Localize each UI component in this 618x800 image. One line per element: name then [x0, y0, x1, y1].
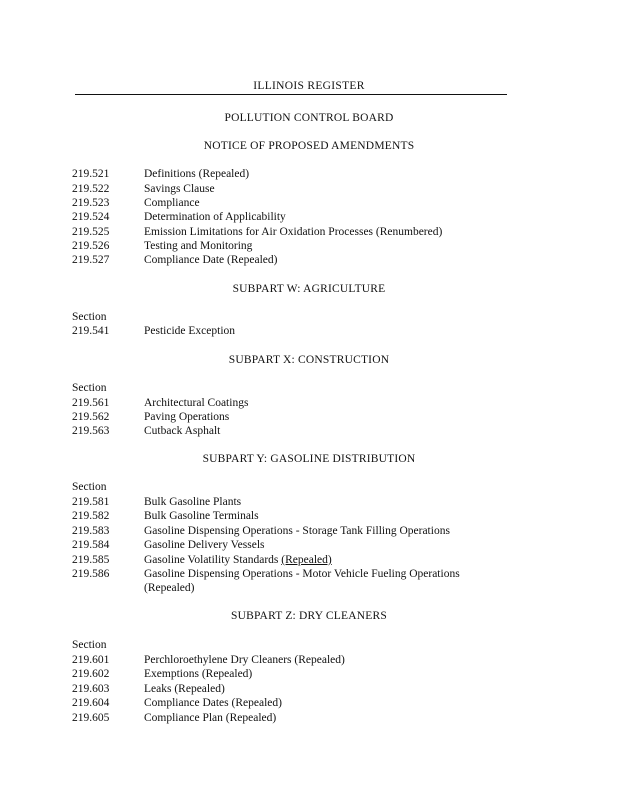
- section-number: 219.604: [72, 697, 110, 709]
- list-item: [72, 167, 532, 182]
- list-item: [72, 196, 532, 211]
- list-item: [72, 324, 532, 339]
- section-number: 219.583: [72, 525, 110, 537]
- section-number: 219.525: [72, 226, 110, 238]
- list-item: [72, 239, 532, 254]
- section-title: Determination of Applicability: [144, 211, 286, 223]
- list-item: [72, 396, 532, 411]
- section-title: Compliance: [144, 197, 200, 209]
- section-title: Leaks (Repealed): [144, 683, 225, 695]
- list-item: [72, 682, 532, 697]
- section-title: Perchloroethylene Dry Cleaners (Repealed): [144, 654, 345, 666]
- section-number: 219.523: [72, 197, 110, 209]
- subpart-w-heading: SUBPART W: AGRICULTURE: [232, 283, 386, 295]
- section-title: Pesticide Exception: [144, 325, 236, 337]
- list-item: [72, 524, 532, 539]
- section-title: Gasoline Dispensing Operations - Motor Vehicle Fueling Operations: [144, 568, 460, 580]
- section-number: 219.603: [72, 683, 110, 695]
- list-item: [72, 711, 532, 726]
- section-number: 219.585: [72, 554, 110, 566]
- section-title: Architectural Coatings: [144, 397, 249, 409]
- section-label: Section: [72, 481, 107, 493]
- section-number: 219.563: [72, 425, 110, 437]
- subpart-y-heading: SUBPART Y: GASOLINE DISTRIBUTION: [202, 453, 416, 465]
- list-item: [72, 253, 532, 268]
- section-number: 219.584: [72, 539, 110, 551]
- section-number: 219.581: [72, 496, 110, 508]
- header-rule: [75, 94, 507, 95]
- section-title-continuation: (Repealed): [144, 582, 195, 594]
- section-title: Emission Limitations for Air Oxidation Processes (Renumbered): [144, 226, 443, 238]
- section-title: Gasoline Dispensing Operations - Storage Tank Filling Operations: [144, 525, 450, 537]
- list-item: [72, 567, 532, 582]
- section-number: 219.561: [72, 397, 110, 409]
- list-item: [72, 182, 532, 197]
- list-item: [72, 210, 532, 225]
- list-item: [72, 509, 532, 524]
- subpart-x-heading: SUBPART X: CONSTRUCTION: [228, 354, 390, 366]
- section-title: Paving Operations: [144, 411, 230, 423]
- repealed-underlined-text: (Repealed): [281, 554, 332, 566]
- section-title: Bulk Gasoline Terminals: [144, 510, 259, 522]
- board-name: POLLUTION CONTROL BOARD: [224, 112, 394, 124]
- subpart-z-heading: SUBPART Z: DRY CLEANERS: [231, 610, 387, 622]
- section-title-text: Gasoline Volatility Standards: [144, 554, 282, 566]
- list-item: [72, 495, 532, 510]
- section-title: Testing and Monitoring: [144, 240, 253, 252]
- section-title: Savings Clause: [144, 183, 215, 195]
- section-number: 219.524: [72, 211, 110, 223]
- section-number: 219.601: [72, 654, 110, 666]
- section-title: Exemptions (Repealed): [144, 668, 253, 680]
- section-title: Cutback Asphalt: [144, 425, 221, 437]
- register-title: ILLINOIS REGISTER: [253, 80, 365, 92]
- section-title: Gasoline Delivery Vessels: [144, 539, 265, 551]
- section-label: Section: [72, 311, 107, 323]
- section-label: Section: [72, 639, 107, 651]
- section-title: Bulk Gasoline Plants: [144, 496, 242, 508]
- list-item: [72, 553, 532, 568]
- section-title: Compliance Dates (Repealed): [144, 697, 282, 709]
- section-number: 219.541: [72, 325, 110, 337]
- list-item: [72, 653, 532, 668]
- list-item: [72, 538, 532, 553]
- notice-title: NOTICE OF PROPOSED AMENDMENTS: [203, 140, 415, 152]
- section-title: [144, 553, 332, 568]
- section-title: Definitions (Repealed): [144, 168, 250, 180]
- list-item: [72, 225, 532, 240]
- list-item: [72, 424, 532, 439]
- section-number: 219.527: [72, 254, 110, 266]
- section-number: 219.522: [72, 183, 110, 195]
- section-number: 219.605: [72, 712, 110, 724]
- list-item: [72, 696, 532, 711]
- section-title: Compliance Date (Repealed): [144, 254, 278, 266]
- section-number: 219.562: [72, 411, 110, 423]
- section-number: 219.602: [72, 668, 110, 680]
- list-item: [72, 410, 532, 425]
- section-number: 219.586: [72, 568, 110, 580]
- list-item: [72, 667, 532, 682]
- section-title: Compliance Plan (Repealed): [144, 712, 277, 724]
- section-label: Section: [72, 382, 107, 394]
- section-number: 219.521: [72, 168, 110, 180]
- section-number: 219.582: [72, 510, 110, 522]
- section-number: 219.526: [72, 240, 110, 252]
